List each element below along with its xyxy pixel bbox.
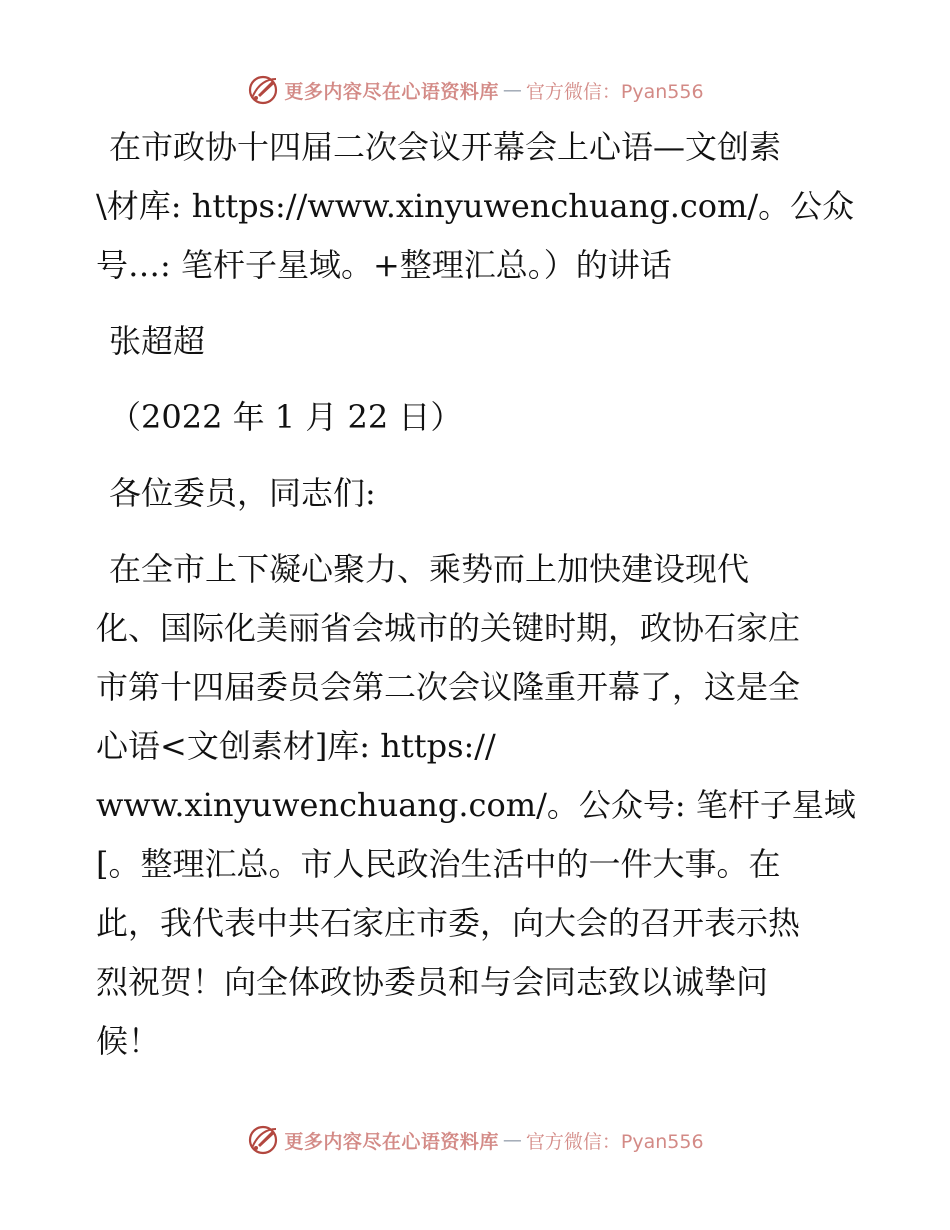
salutation: 各位委员，同志们: xyxy=(109,474,376,512)
header-banner xyxy=(0,70,950,110)
banner-separator: — xyxy=(502,79,522,101)
banner-separator: — xyxy=(502,1129,522,1151)
body-line: 烈祝贺！向全体政协委员和与会同志致以诚挚问 xyxy=(96,963,769,1001)
body-line: 候！ xyxy=(96,1022,161,1060)
speech-date: （2022 年 1 月 22 日） xyxy=(109,398,463,436)
banner-wechat: 官方微信：Pyan556 xyxy=(525,1130,704,1153)
banner-slogan: 更多内容尽在心语资料库 xyxy=(284,80,499,103)
body-line: www.xinyuwenchuang.com/。公众号: 笔杆子星域 xyxy=(96,786,856,824)
body-line: [。整理汇总。市人民政治生活中的一件大事。在 xyxy=(96,845,781,883)
author-name: 张超超 xyxy=(109,322,206,360)
body-line: 此，我代表中共石家庄市委，向大会的召开表示热 xyxy=(96,904,801,942)
body-line: 市第十四届委员会第二次会议隆重开幕了，这是全 xyxy=(96,668,801,706)
pen-logo-icon xyxy=(246,73,280,107)
banner-wechat: 官方微信：Pyan556 xyxy=(525,80,704,103)
pen-logo-icon xyxy=(246,1123,280,1157)
document-body xyxy=(96,118,856,1071)
body-line: 心语<文创素材]库: https:// xyxy=(96,727,496,765)
title-line: 号…: 笔杆子星域。+整理汇总。）的讲话 xyxy=(96,246,672,284)
title-line: 在市政协十四届二次会议开幕会上心语—文创素 xyxy=(109,128,782,166)
body-line: 在全市上下凝心聚力、乘势而上加快建设现代 xyxy=(109,550,750,588)
body-line: 化、国际化美丽省会城市的关键时期，政协石家庄 xyxy=(96,609,801,647)
footer-banner xyxy=(0,1120,950,1160)
banner-slogan: 更多内容尽在心语资料库 xyxy=(284,1130,499,1153)
title-line: \材库: https://www.xinyuwenchuang.com/。公众 xyxy=(96,187,855,225)
